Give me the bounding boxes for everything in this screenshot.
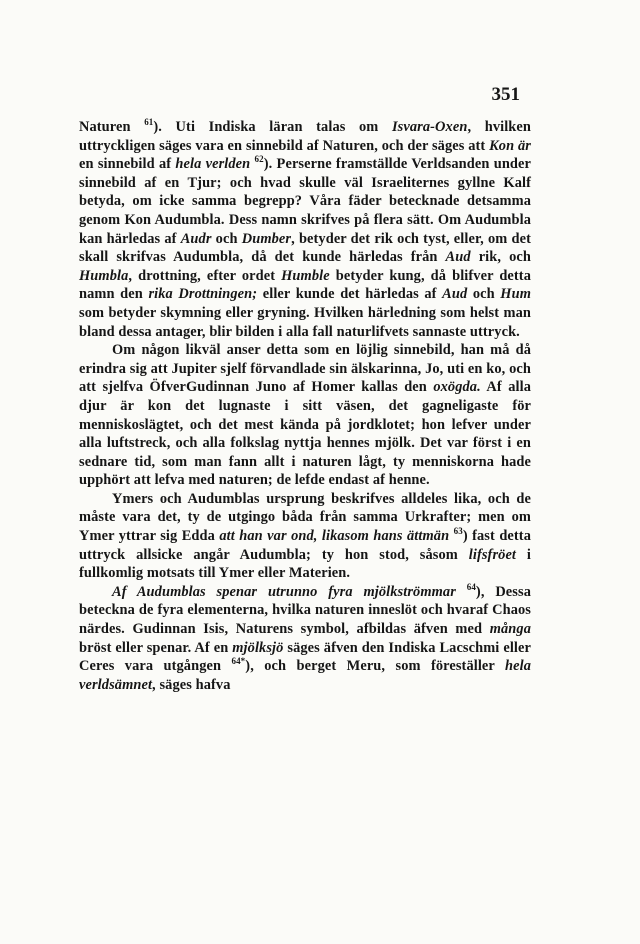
footnote-ref: 64* — [231, 656, 246, 667]
text-run: Naturen — [79, 119, 145, 135]
footnote-ref: 63 — [453, 526, 463, 537]
text-run: ), och berget Meru, som föreställer — [245, 658, 506, 675]
text-run: ). Uti Indiska läran talas om — [153, 119, 392, 135]
footnote-ref: 62 — [254, 154, 264, 165]
text-run: i fullkomlig motsats till Ymer eller Materien. — [79, 546, 532, 582]
footnote-ref: 64 — [466, 582, 476, 593]
text-run: ) fast detta uttryck allsicke angår Audumbla; ty hon stod, såsom — [79, 528, 531, 563]
italic-text: Af Audumblas spenar utrunno fyra mjölkströmmar — [112, 583, 456, 600]
italic-text: Humbla — [79, 267, 129, 284]
italic-text: Dumber — [241, 230, 292, 247]
italic-text: Hum — [500, 286, 531, 303]
text-run — [456, 584, 467, 600]
italic-text: hela verldsämnet — [79, 658, 532, 693]
text-run: ), Dessa beteckna de fyra elementerna, hvilka naturen inneslöt och hvaraf Chaos närdes. Gudinnan Isis, Naturens symbol, afbildas äfven med — [79, 583, 531, 638]
text-run: ). Perserne framställde Verldsanden under sinnebild af en Tjur; och hvad skulle väl Israeliternes gyllne Kalf betyda, om icke samma begrepp? Våra fäder betecknade detsamma genom Kon Audumbla. Dess namn skrifves på flera sätt. Om Audumbla kan härledas af — [79, 156, 531, 247]
italic-text: Aud — [442, 286, 468, 303]
paragraph — [79, 490, 531, 583]
text-run: , hvilken uttryckligen säges vara en sinnebild af Naturen, och der säges att — [79, 119, 532, 154]
text-run: och — [467, 286, 501, 303]
text-run: eller kunde det härledas af — [257, 286, 443, 303]
text-run: bröst eller spenar. Af en — [79, 639, 233, 656]
footnote-ref: 61 — [144, 117, 154, 128]
text-run: som betyder skymning eller gryning. Hvilken härledning som helst man bland dessa antager, blir bilden i alla fall naturlifvets sannaste uttryck. — [79, 304, 531, 340]
text-run: och — [211, 230, 242, 247]
text-run: Om någon likväl anser detta som en löjlig sinnebild, han må då erindra sig att Jupiter sjelf förvandlade sin älskarinna, Jo, uti en ko, och att sjelfva ÖfverGudinnan Juno af Homer kallas den — [79, 342, 531, 396]
italic-text: rika Drottningen; — [148, 286, 258, 303]
text-run: en sinnebild af — [79, 156, 176, 173]
italic-text: Humble — [281, 267, 330, 284]
italic-text: hela verlden — [175, 156, 251, 173]
italic-text: lifsfröet — [468, 546, 517, 563]
text-run: Af alla djur är kon det lugnaste i sitt väsen, det gagneligaste för menniskoslägtet, och det mest kända på jordklotet; hon lefver under alla luftstreck, och alla folkslag nyttja hennes mjölk. Det var först i en sednare tid, som man fann allt i naturen lågt, ty menniskorna hade upphört att lefva med naturen; de lefde endast af henne. — [79, 379, 531, 489]
italic-text: att han var ond, likasom hans ättmän — [219, 528, 450, 545]
paragraph — [79, 118, 531, 341]
italic-text: Audr — [180, 230, 212, 247]
text-run: rik, och — [470, 249, 531, 266]
text-run: säges äfven den Indiska Lacschmi eller Ceres vara utgången — [79, 639, 531, 675]
italic-text: Kon är — [489, 137, 531, 154]
text-run: betyder kung, då blifver detta namn den — [79, 267, 531, 303]
text-run: , säges hafva — [152, 676, 231, 693]
text-run: , drottning, efter ordet — [128, 267, 282, 284]
italic-text: Isvara-Oxen — [391, 119, 468, 135]
italic-text: oxögda. — [433, 379, 481, 396]
italic-text: mjölksjö — [232, 639, 284, 656]
body-text — [79, 118, 531, 694]
page-number: 351 — [491, 84, 520, 105]
paragraph — [79, 583, 531, 695]
paragraph — [79, 341, 531, 490]
text-run: , betyder det rik och tyst, eller, om det skall skrifvas Audumbla, då det kunde härledas från — [79, 230, 532, 266]
italic-text: Aud — [445, 249, 471, 266]
italic-text: många — [489, 621, 531, 638]
text-run: Ymers och Audumblas ursprung beskrifves alldeles lika, och de måste vara det, ty de utgingo båda från samma Urkrafter; men om Ymer yttrar sig Edda — [79, 490, 531, 545]
